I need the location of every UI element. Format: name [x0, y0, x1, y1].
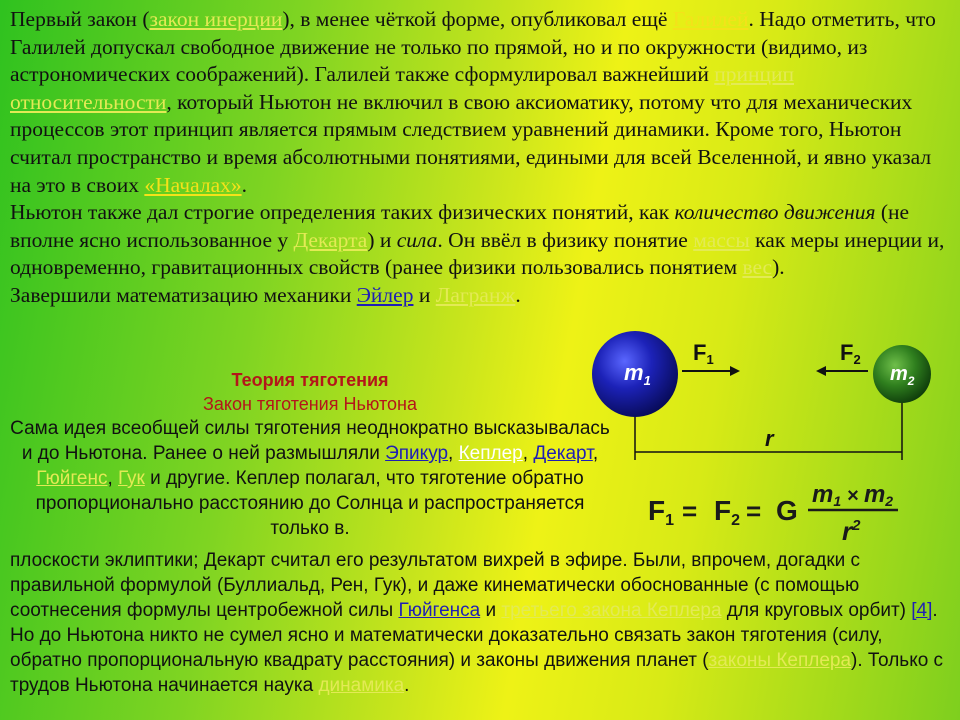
text: 1	[706, 352, 714, 367]
text: , который Ньютон не включил в свою аксиоматику, потому что для механических процессов этот принцип является прямым следствием уравнений динамики. Кроме того, Ньютон считал пространство и время абсолютными понятиями, едиными для всей Вселенной, и явно указал на это в своих	[10, 89, 932, 197]
link-kepler[interactable]: Кеплер	[458, 443, 523, 464]
link-inertia-law[interactable]: закон инерции	[149, 7, 283, 31]
link-huygens[interactable]: Гюйгенс	[36, 468, 108, 489]
section-heading: Теория тяготения	[231, 370, 389, 390]
text: 1	[665, 512, 675, 529]
text: 1	[643, 373, 651, 388]
text: как меры инерции и, одновременно, гравитационных свойств (ранее физики пользовались понятием	[10, 227, 945, 280]
text: 2	[885, 493, 894, 509]
text: для круговых орбит)	[721, 600, 912, 621]
text: ), в менее чёткой форме, опубликовал ещё	[282, 7, 673, 31]
text: Ньютон также дал строгие определения таких физических понятий, как	[10, 200, 675, 225]
theory-paragraph	[10, 416, 610, 541]
link-kepler-third-law[interactable]: третьего закона Кеплера	[501, 600, 722, 621]
text: F	[648, 495, 666, 526]
gravitation-formula	[640, 478, 940, 556]
text: ,	[448, 443, 459, 464]
link-descartes-2[interactable]: Декарт	[533, 443, 593, 464]
formula-equals-2: =	[746, 496, 762, 526]
text: Сама идея всеобщей силы тяготения неоднократно высказывалась и до Ньютона. Ранее о ней размышляли	[10, 418, 610, 464]
link-epicurus[interactable]: Эпикур	[385, 443, 449, 464]
text: F	[840, 340, 854, 365]
text: и другие. Кеплер полагал, что тяготение обратно пропорционально расстоянию до Солнца и распространяется только в.	[35, 468, 585, 539]
text: m	[812, 481, 834, 508]
link-lagrange[interactable]: Лагранж	[435, 282, 516, 307]
formula-equals-1: =	[682, 496, 698, 526]
link-reference-4[interactable]: [4]	[911, 600, 933, 621]
text: 2	[853, 352, 861, 367]
text: F	[693, 340, 707, 365]
link-euler[interactable]: Эйлер	[356, 282, 414, 307]
formula-f1	[648, 495, 674, 529]
link-relativity[interactable]: принцип относительности	[10, 62, 794, 114]
text: . Надо отметить, что Галилей допускал свободное движение не только по прямой, но и по окружности (видимо, из астрономических соображений). Галилей также сформулировал важнейший	[10, 7, 936, 87]
article-bottom-text	[10, 548, 950, 698]
link-dynamics[interactable]: динамика	[318, 675, 405, 696]
text: ×	[841, 485, 864, 507]
text: Завершили математизацию механики	[10, 282, 357, 307]
text: 2	[731, 512, 741, 529]
distance-label: r	[765, 426, 774, 451]
force-2-label	[840, 340, 861, 367]
text: . Он ввёл в физику понятие	[437, 227, 694, 252]
text: m	[624, 360, 644, 385]
text: m	[890, 363, 908, 385]
theory-section	[10, 368, 610, 541]
force-1-label	[693, 340, 714, 367]
formula-g: G	[776, 495, 798, 526]
text: ,	[592, 443, 599, 464]
text: ) и	[367, 227, 397, 252]
arrowhead-1-icon	[730, 366, 740, 376]
link-huygens-2[interactable]: Гюйгенса	[398, 600, 481, 621]
link-mass[interactable]: массы	[693, 227, 750, 252]
text: ). Только с трудов Ньютона начинается наука	[10, 650, 944, 696]
text: 2	[907, 374, 915, 388]
link-weight[interactable]: вес	[742, 255, 773, 280]
text: ,	[107, 468, 119, 489]
arrowhead-2-icon	[816, 366, 826, 376]
link-principia[interactable]: «Началах»	[144, 172, 242, 197]
text: 1	[833, 493, 842, 509]
formula-numerator	[812, 481, 893, 509]
term-momentum: количество движения	[674, 200, 876, 225]
formula-svg	[640, 478, 940, 548]
text: F	[714, 495, 732, 526]
text: (не вполне ясно использованное у	[10, 200, 910, 252]
text: ).	[772, 255, 785, 280]
term-force: сила	[396, 227, 438, 252]
text: .	[515, 282, 521, 307]
article-top-text	[10, 6, 950, 310]
text: и	[480, 600, 502, 621]
text: Первый закон (	[10, 7, 150, 31]
text: 2	[852, 517, 861, 534]
text: r	[842, 516, 853, 546]
text: и	[413, 282, 436, 307]
text: .	[404, 675, 410, 696]
formula-denominator	[842, 516, 861, 546]
text: . Но до Ньютона никто не сумел ясно и математически доказательно связать закон тяготения (силу, обратно пропорциональную квадрату расстояния) и законы движения планет (	[10, 600, 938, 671]
link-galileo[interactable]: Галилей	[672, 7, 749, 31]
formula-f2	[714, 495, 740, 529]
link-kepler-laws[interactable]: законы Кеплера	[708, 650, 852, 671]
link-descartes[interactable]: Декарта	[293, 227, 368, 252]
link-hooke[interactable]: Гук	[118, 468, 145, 489]
section-subheading: Закон тяготения Ньютона	[203, 394, 417, 414]
text: ,	[522, 443, 534, 464]
text: плоскости эклиптики; Декарт считал его результатом вихрей в эфире. Были, впрочем, догадки с правильной формулой (Буллиальд, Рен, Гук), и даже кинематически обоснованные (с помощью соотнесения формулы центробежной силы	[10, 550, 861, 621]
text: .	[241, 172, 247, 197]
text: m	[863, 481, 886, 508]
